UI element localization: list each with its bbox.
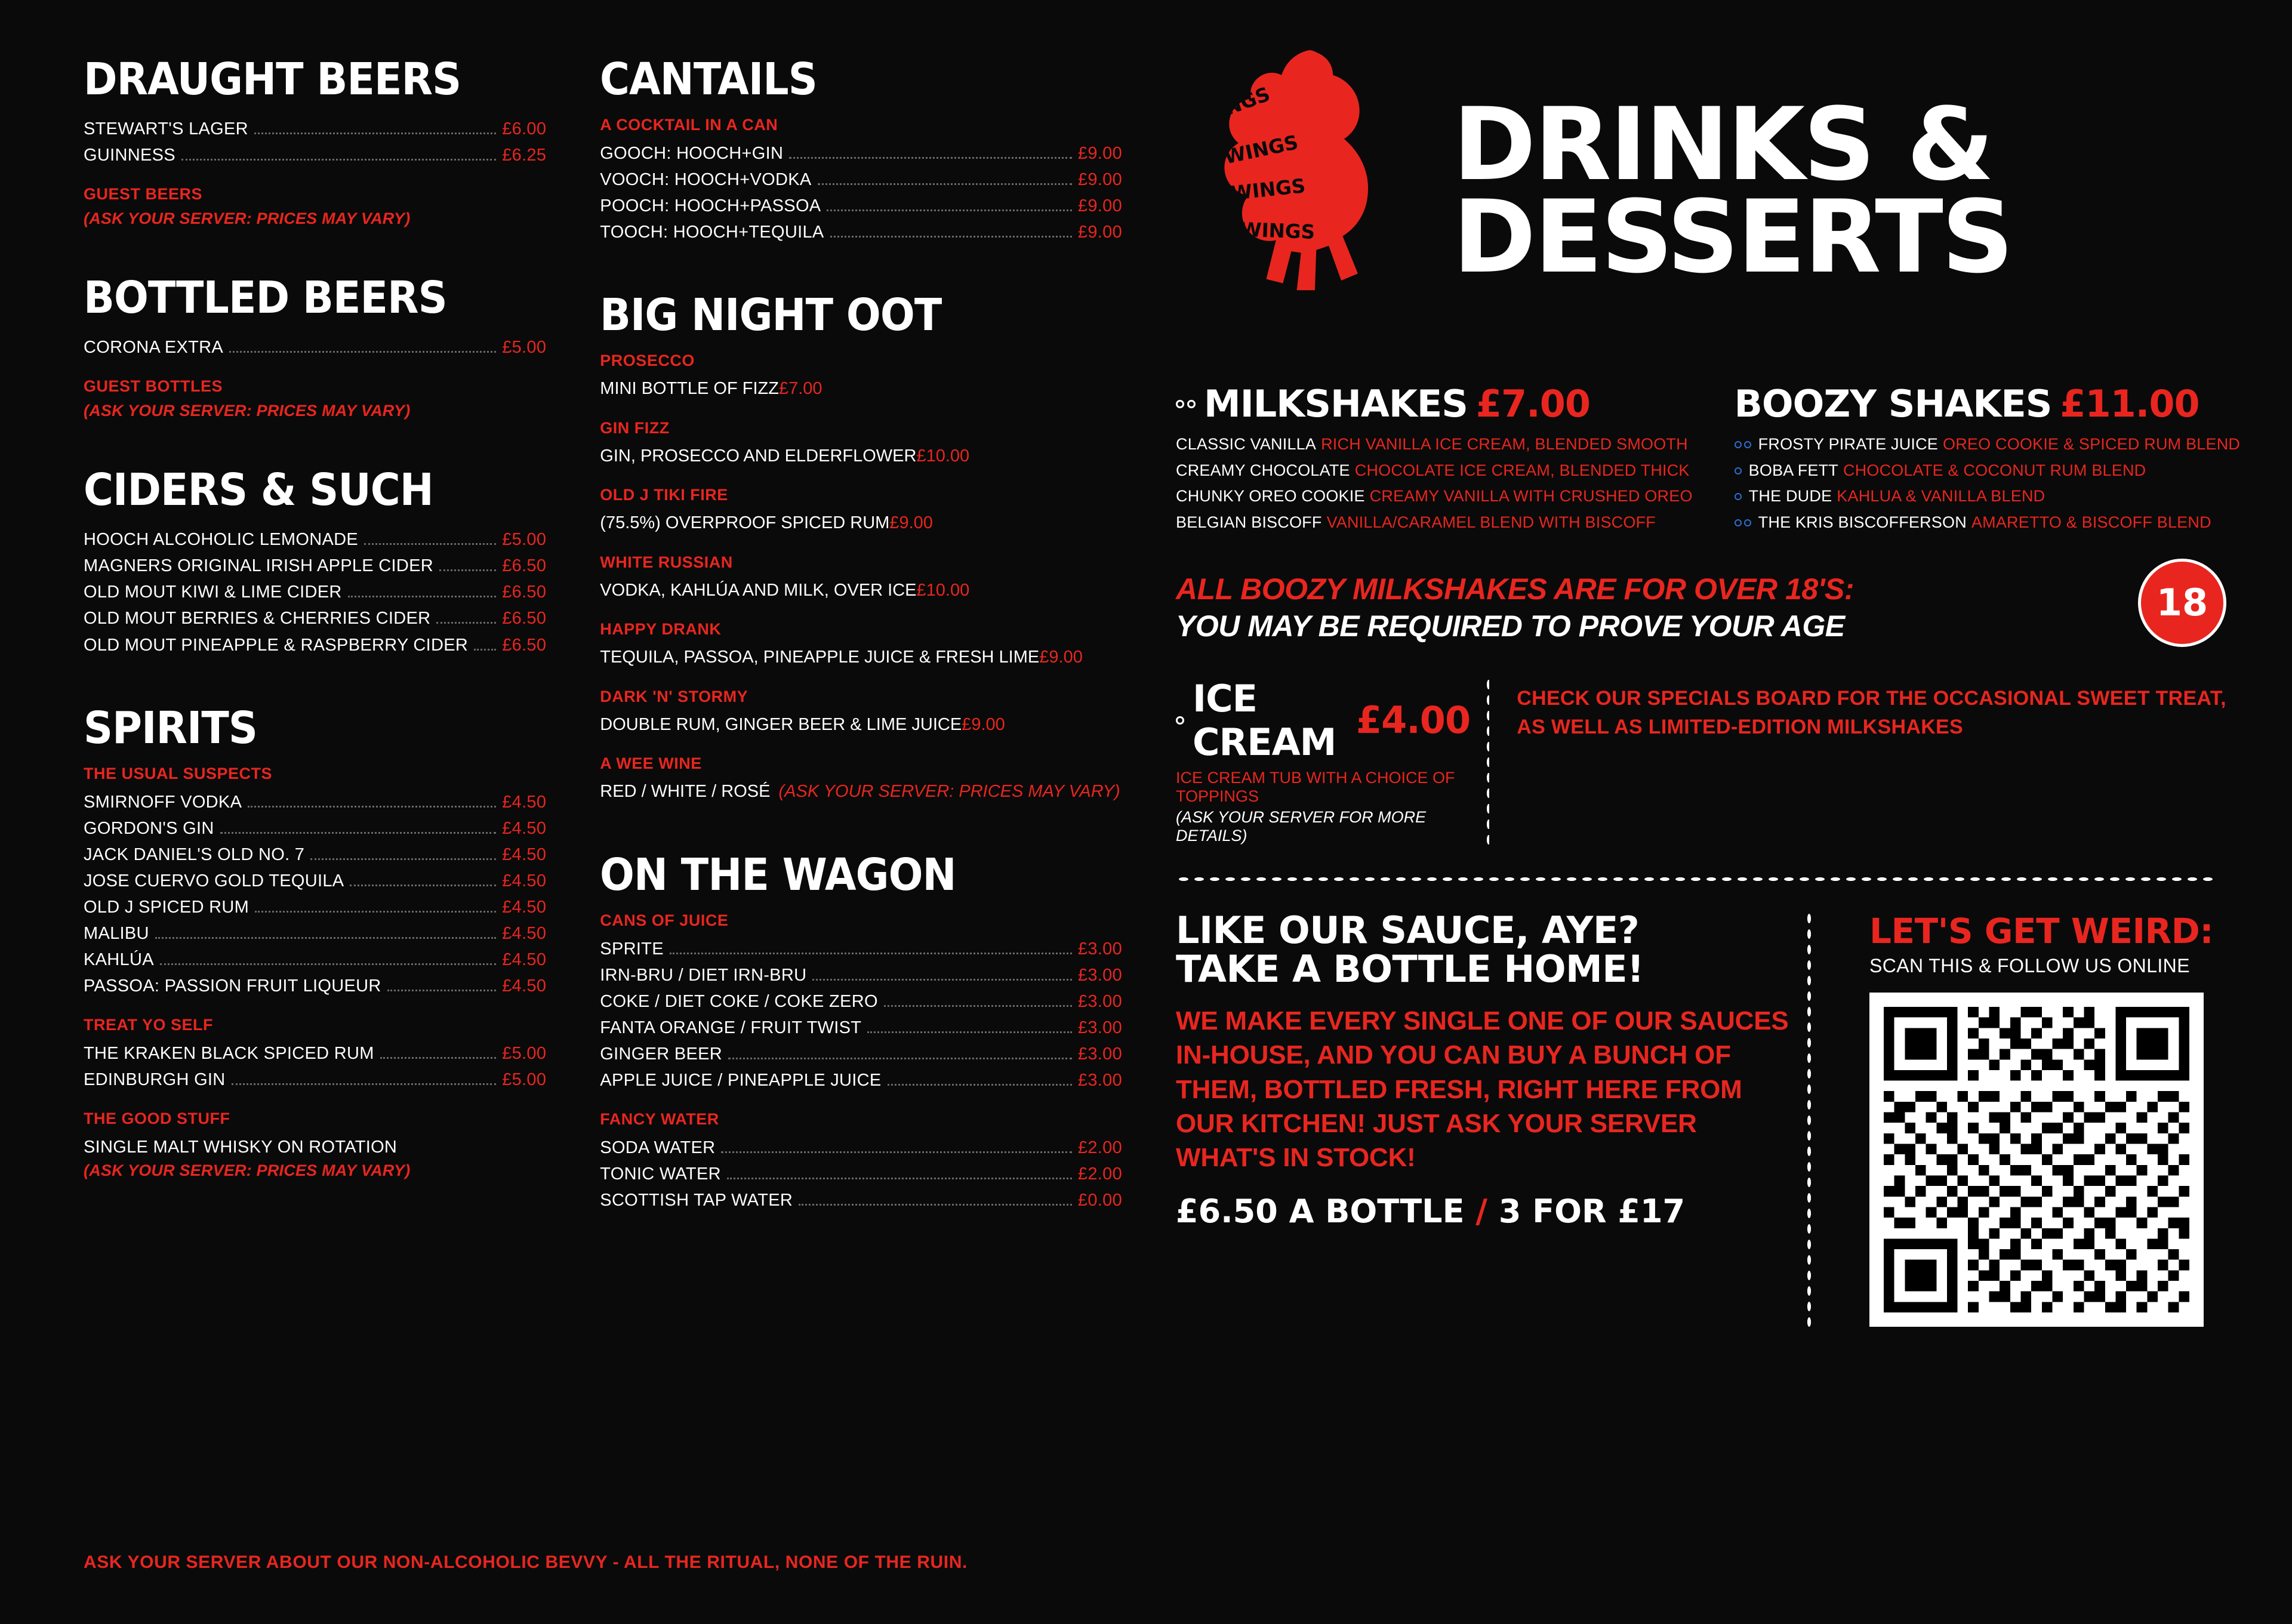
guest-beers-note: (ASK YOUR SERVER: PRICES MAY VARY)	[84, 209, 411, 228]
sauce-body: WE MAKE EVERY SINGLE ONE OF OUR SAUCES IN-HOUSE, AND YOU CAN BUY A BUNCH OF THEM, BOTTLED FRESH, RIGHT HERE FROM OUR KITCHEN! JUST ASK YOUR SERVER WHAT'S IN STOCK!	[1176, 1006, 1789, 1172]
list-item	[84, 947, 546, 973]
item-name: CORONA EXTRA	[84, 338, 224, 358]
item-name: KAHLÚA	[84, 950, 154, 970]
item-name: COKE / DIET COKE / COKE ZERO	[600, 991, 878, 1011]
leader-dots	[160, 963, 496, 965]
item-price: £9.00	[889, 513, 933, 533]
list-item	[84, 526, 546, 553]
icecream-heading	[1176, 677, 1470, 764]
leader-dots	[799, 1204, 1072, 1206]
list-item	[600, 167, 1122, 193]
item-name: THE DUDE	[1748, 487, 1832, 506]
item-price: £6.00	[502, 119, 547, 138]
subsection-usual-suspects: THE USUAL SUSPECTS	[84, 764, 273, 782]
qr-code[interactable]	[1869, 993, 2204, 1327]
list-item	[600, 936, 1122, 962]
list-item	[84, 973, 546, 999]
leader-dots	[364, 543, 496, 545]
item-price: £6.50	[502, 635, 547, 655]
guest-bottles-note: (ASK YOUR SERVER: PRICES MAY VARY)	[84, 402, 411, 420]
item-price: £6.25	[502, 146, 547, 165]
list-item	[600, 1041, 1122, 1067]
left-column-2	[600, 54, 1122, 1624]
leader-dots	[254, 132, 496, 134]
item-price: £2.00	[1077, 1164, 1122, 1184]
social-heading: LET'S GET WEIRD:	[1869, 910, 2214, 951]
sauce-heading-line-2: TAKE A BOTTLE HOME!	[1176, 947, 1644, 991]
list-item	[600, 645, 1122, 671]
item-price: £3.00	[1077, 965, 1122, 985]
item-price: £5.00	[502, 338, 547, 358]
leader-dots	[181, 159, 496, 161]
sauce-price-separator: /	[1475, 1192, 1488, 1231]
icecream-sub: ICE CREAM TUB WITH A CHOICE OF TOPPINGS	[1176, 768, 1455, 805]
item-desc: CHOCOLATE ICE CREAM, BLENDED THICK	[1354, 461, 1690, 479]
item-name: GINGER BEER	[600, 1044, 723, 1064]
list-item	[1176, 458, 1693, 484]
milkshakes-heading	[1176, 382, 1693, 426]
item-price: £6.50	[502, 609, 547, 628]
list-item	[84, 815, 546, 842]
item-price: £2.00	[1077, 1138, 1122, 1158]
subsection-fancy-water: FANCY WATER	[600, 1110, 719, 1129]
boozy-shakes-heading	[1735, 382, 2240, 426]
item-price: £6.50	[502, 556, 547, 576]
alcohol-strength-icon	[1735, 467, 1742, 474]
list-item	[1735, 432, 2240, 458]
leader-dots	[670, 953, 1072, 954]
list-item	[600, 578, 1122, 604]
item-name: OLD MOUT KIWI & LIME CIDER	[84, 583, 342, 602]
list-item	[84, 605, 546, 631]
social-block	[1840, 911, 2213, 1327]
leader-dots	[220, 832, 497, 834]
leader-dots	[255, 911, 496, 913]
list-item	[600, 779, 1122, 805]
item-price: £5.00	[502, 1070, 547, 1090]
list-item	[600, 1161, 1122, 1187]
spirits-usual-list	[84, 789, 546, 1000]
list-item	[600, 1067, 1122, 1093]
item-name: SMIRNOFF VODKA	[84, 792, 242, 812]
item-name: FROSTY PIRATE JUICE	[1758, 435, 1939, 453]
leader-dots	[310, 858, 496, 860]
leader-dots	[721, 1151, 1071, 1153]
leader-dots	[380, 1057, 497, 1059]
list-item	[600, 712, 1122, 738]
item-name: RED / WHITE / ROSÉ	[600, 782, 771, 802]
list-item	[84, 1134, 546, 1160]
list-item	[600, 1187, 1122, 1213]
social-sub: SCAN THIS & FOLLOW US ONLINE	[1869, 954, 2190, 976]
list-item	[1735, 483, 2240, 510]
item-name: THE KRAKEN BLACK SPICED RUM	[84, 1044, 374, 1064]
item-name: MALIBU	[84, 924, 149, 944]
bottled-beers-list	[84, 334, 546, 360]
item-name: THE KRIS BISCOFFERSON	[1758, 513, 1967, 532]
boozy-shakes-title: BOOZY SHAKES	[1734, 382, 2052, 426]
section-title-big-night-oot: BIG NIGHT OOT	[600, 289, 942, 341]
item-price: £4.50	[502, 792, 547, 812]
item-price: £4.50	[502, 976, 547, 996]
milkshakes-price: £7.00	[1475, 382, 1591, 426]
svg-text:WINGS: WINGS	[1230, 174, 1307, 205]
section-title-on-the-wagon: ON THE WAGON	[600, 849, 956, 901]
item-price: £5.00	[502, 530, 547, 550]
item-desc: KAHLUA & VANILLA BLEND	[1837, 487, 2045, 506]
list-item	[600, 510, 1122, 537]
page-title	[1453, 86, 2012, 295]
item-name: GUINNESS	[84, 146, 175, 165]
item-price: £4.50	[502, 818, 547, 838]
list-item	[1176, 483, 1693, 510]
item-name: CREAMY CHOCOLATE	[1176, 461, 1350, 479]
sauce-pricing	[1176, 1192, 1791, 1230]
list-item	[84, 142, 546, 168]
item-name: JACK DANIEL'S OLD NO. 7	[84, 845, 305, 864]
item-desc: VANILLA/CARAMEL BLEND WITH BISCOFF	[1326, 513, 1656, 532]
milkshakes-list	[1176, 432, 1693, 536]
sauce-heading-line-1: LIKE OUR SAUCE, AYE?	[1176, 908, 1640, 952]
leader-dots	[387, 990, 497, 991]
leader-dots	[232, 1083, 497, 1085]
leader-dots	[229, 351, 496, 353]
list-item	[600, 962, 1122, 988]
leader-dots	[812, 979, 1072, 981]
spirits-treat-list	[84, 1040, 546, 1093]
sauce-heading	[1176, 908, 1791, 991]
list-item	[84, 842, 546, 868]
milkshakes-column	[1176, 382, 1693, 536]
icecream-block	[1176, 677, 1470, 845]
subsection-prosecco: PROSECCO	[600, 352, 695, 370]
item-name: GORDON'S GIN	[84, 818, 214, 838]
non-alcoholic-banner: ASK YOUR SERVER ABOUT OUR NON-ALCOHOLIC BEVVY - ALL THE RITUAL, NONE OF THE RUIN.	[84, 1552, 968, 1572]
item-name: SPRITE	[600, 939, 664, 959]
list-item	[600, 1015, 1122, 1041]
item-price: £3.00	[1077, 1018, 1122, 1038]
item-price: £5.00	[502, 1044, 547, 1064]
item-desc: RICH VANILLA ICE CREAM, BLENDED SMOOTH	[1321, 435, 1688, 453]
item-name: EDINBURGH GIN	[84, 1070, 226, 1090]
list-item	[600, 443, 1122, 470]
leader-dots	[830, 236, 1072, 238]
milkshakes-title: MILKSHAKES	[1204, 382, 1468, 426]
leader-dots	[728, 1058, 1072, 1059]
subsection-good-stuff: THE GOOD STUFF	[84, 1110, 230, 1128]
left-column-1	[84, 54, 546, 1624]
boozy-shakes-price: £11.00	[2060, 382, 2199, 426]
fancy-water-list	[600, 1135, 1122, 1213]
list-item	[84, 579, 546, 605]
leader-dots	[350, 885, 496, 886]
section-title-draught-beers: DRAUGHT BEERS	[84, 54, 461, 105]
list-item	[84, 116, 546, 142]
icecream-dot-icon	[1176, 716, 1184, 725]
item-price: £4.50	[502, 897, 547, 917]
item-name: VOOCH: HOOCH+VODKA	[600, 170, 812, 190]
icecream-specials-row	[1158, 677, 2232, 845]
item-price: £4.50	[502, 871, 547, 890]
icecream-title: ICE CREAM	[1193, 676, 1336, 764]
list-item	[1176, 510, 1693, 536]
title-line-1: DRINKS &	[1453, 86, 1993, 204]
list-item	[600, 376, 1122, 402]
item-name: APPLE JUICE / PINEAPPLE JUICE	[600, 1071, 882, 1090]
item-price: £9.00	[1077, 144, 1122, 163]
section-title-cantails: CANTAILS	[600, 54, 818, 105]
item-desc: CREAMY VANILLA WITH CRUSHED OREO	[1369, 487, 1693, 506]
age-18-badge: 18	[2138, 559, 2226, 647]
subsection-dark-n-stormy: DARK 'N' STORMY	[600, 687, 748, 705]
item-name: TEQUILA, PASSOA, PINEAPPLE JUICE & FRESH LIME	[600, 648, 1040, 667]
vertical-divider-2	[1806, 911, 1812, 1327]
item-name: DOUBLE RUM, GINGER BEER & LIME JUICE	[600, 714, 962, 734]
leader-dots	[439, 569, 496, 571]
list-item	[84, 1067, 546, 1093]
list-item	[84, 632, 546, 658]
item-name: MAGNERS ORIGINAL IRISH APPLE CIDER	[84, 556, 434, 576]
item-name: SODA WATER	[600, 1138, 716, 1158]
item-name: GOOCH: HOOCH+GIN	[600, 144, 784, 163]
item-name: JOSE CUERVO GOLD TEQUILA	[84, 871, 344, 890]
list-item	[600, 988, 1122, 1015]
svg-text:WINGS: WINGS	[1240, 218, 1316, 244]
alcohol-strength-icon	[1735, 493, 1742, 500]
list-item	[84, 894, 546, 920]
sauce-block	[1176, 908, 1791, 1327]
subsection-white-russian: WHITE RUSSIAN	[600, 553, 733, 571]
list-item	[84, 789, 546, 815]
leader-dots	[436, 622, 496, 624]
bottom-row	[1158, 908, 2232, 1327]
svg-text:WINGS: WINGS	[1194, 82, 1273, 130]
draught-beers-list	[84, 116, 546, 168]
item-name: HOOCH ALCOHOLIC LEMONADE	[84, 530, 359, 550]
leader-dots	[474, 649, 496, 651]
item-desc: CHOCOLATE & COCONUT RUM BLEND	[1843, 461, 2146, 479]
rooster-logo-icon	[1158, 42, 1438, 340]
list-item	[600, 193, 1122, 219]
item-price: £9.00	[1039, 648, 1083, 667]
item-price: £10.00	[916, 446, 970, 466]
section-title-ciders: CIDERS & SUCH	[84, 464, 433, 516]
leader-dots	[789, 157, 1072, 159]
shakes-section	[1158, 382, 2241, 536]
good-stuff-note: (ASK YOUR SERVER: PRICES MAY VARY)	[84, 1161, 411, 1180]
milkshake-dots-icon	[1176, 400, 1196, 408]
leader-dots	[827, 209, 1071, 211]
item-price: £7.00	[778, 379, 822, 399]
left-panel	[0, 0, 1122, 1624]
item-name: SINGLE MALT WHISKY ON ROTATION	[84, 1138, 398, 1157]
alcohol-strength-icon	[1735, 441, 1751, 448]
leader-dots	[348, 596, 497, 597]
subsection-cans-of-juice: CANS OF JUICE	[600, 911, 729, 929]
list-item	[600, 140, 1122, 167]
sauce-price-bundle: 3 FOR £17	[1498, 1192, 1686, 1231]
item-name: CHUNKY OREO COOKIE	[1176, 487, 1365, 506]
item-name: CLASSIC VANILLA	[1176, 435, 1317, 453]
leader-dots	[888, 1084, 1072, 1086]
leader-dots	[867, 1031, 1072, 1033]
item-name: BOBA FETT	[1748, 461, 1838, 479]
item-price: £9.00	[1077, 223, 1122, 242]
list-item	[1735, 458, 2240, 484]
item-name: STEWART'S LAGER	[84, 119, 248, 138]
boozy-shakes-column	[1735, 382, 2240, 536]
right-panel	[1122, 0, 2292, 1624]
specials-board-text: CHECK OUR SPECIALS BOARD FOR THE OCCASIONAL SWEET TREAT, AS WELL AS LIMITED-EDITION MILKSHAKES	[1517, 686, 2226, 739]
item-price: £0.00	[1077, 1191, 1122, 1210]
sauce-price-single: £6.50 A BOTTLE	[1176, 1192, 1465, 1231]
leader-dots	[818, 183, 1072, 185]
item-name: BELGIAN BISCOFF	[1176, 513, 1322, 532]
ciders-list	[84, 526, 546, 658]
over18-notice	[1158, 572, 2232, 643]
subsection-gin-fizz: GIN FIZZ	[600, 418, 670, 437]
subsection-guest-beers: GUEST BEERS	[84, 185, 203, 204]
item-price: £10.00	[916, 580, 970, 600]
item-price: £9.00	[1077, 170, 1122, 190]
item-name: FANTA ORANGE / FRUIT TWIST	[600, 1018, 862, 1038]
list-item	[84, 868, 546, 894]
list-item	[84, 1040, 546, 1067]
item-desc: AMARETTO & BISCOFF BLEND	[1971, 513, 2211, 532]
item-price: £9.00	[962, 714, 1005, 734]
list-item	[84, 920, 546, 947]
item-price: £3.00	[1077, 1044, 1122, 1064]
wine-note: (ASK YOUR SERVER: PRICES MAY VARY)	[778, 782, 1120, 802]
item-price: £4.50	[502, 924, 547, 944]
icecream-note: (ASK YOUR SERVER FOR MORE DETAILS)	[1176, 808, 1427, 845]
item-name: TONIC WATER	[600, 1164, 721, 1184]
item-name: MINI BOTTLE OF FIZZ	[600, 379, 779, 399]
spirits-good-list	[84, 1134, 546, 1160]
item-price: £4.50	[502, 845, 547, 864]
alcohol-strength-icon	[1735, 519, 1751, 526]
section-title-bottled-beers: BOTTLED BEERS	[84, 272, 447, 324]
vertical-divider	[1486, 677, 1489, 845]
subsection-a-wee-wine: A WEE WINE	[600, 754, 702, 773]
leader-dots	[884, 1005, 1072, 1007]
over18-line-2: YOU MAY BE REQUIRED TO PROVE YOUR AGE	[1176, 609, 1845, 643]
item-price: £6.50	[502, 583, 547, 602]
item-name: IRN-BRU / DIET IRN-BRU	[600, 965, 807, 985]
item-name: SCOTTISH TAP WATER	[600, 1191, 793, 1210]
section-title-spirits: SPIRITS	[84, 702, 258, 754]
item-name: (75.5%) OVERPROOF SPICED RUM	[600, 513, 890, 533]
leader-dots	[248, 806, 496, 808]
subsection-happy-drank: HAPPY DRANK	[600, 620, 722, 639]
list-item	[84, 334, 546, 360]
list-item	[600, 1135, 1122, 1161]
item-price: £3.00	[1077, 991, 1122, 1011]
item-name: VODKA, KAHLÚA AND MILK, OVER ICE	[600, 580, 917, 600]
cantails-sublabel: A COCKTAIL IN A CAN	[600, 116, 778, 134]
item-name: TOOCH: HOOCH+TEQUILA	[600, 223, 824, 242]
item-name: OLD J SPICED RUM	[84, 897, 249, 917]
list-item	[600, 219, 1122, 245]
list-item	[84, 553, 546, 579]
cans-of-juice-list	[600, 936, 1122, 1093]
item-name: GIN, PROSECCO AND ELDERFLOWER	[600, 446, 917, 466]
qr-code-image[interactable]	[1884, 1007, 2189, 1312]
item-price: £3.00	[1077, 1071, 1122, 1090]
list-item	[1176, 432, 1693, 458]
list-item	[1735, 510, 2240, 536]
item-price: £3.00	[1077, 939, 1122, 959]
item-name: OLD MOUT BERRIES & CHERRIES CIDER	[84, 609, 431, 628]
svg-text:WINGS: WINGS	[1222, 131, 1301, 169]
header-logo-row	[1158, 42, 2232, 340]
subsection-old-j-tiki-fire: OLD J TIKI FIRE	[600, 486, 728, 504]
over18-line-1: ALL BOOZY MILKSHAKES ARE FOR OVER 18'S:	[1176, 572, 1854, 606]
item-price: £4.50	[502, 950, 547, 970]
leader-dots	[155, 937, 496, 939]
horizontal-divider	[1176, 876, 2214, 882]
leader-dots	[727, 1178, 1072, 1179]
cantails-list	[600, 140, 1122, 245]
boozy-shakes-list	[1735, 432, 2240, 536]
item-name: POOCH: HOOCH+PASSOA	[600, 196, 821, 216]
subsection-guest-bottles: GUEST BOTTLES	[84, 377, 223, 396]
subsection-treat-yo-self: TREAT YO SELF	[84, 1016, 214, 1034]
title-line-2: DESSERTS	[1453, 178, 2012, 295]
item-desc: OREO COOKIE & SPICED RUM BLEND	[1943, 435, 2241, 453]
item-name: PASSOA: PASSION FRUIT LIQUEUR	[84, 976, 381, 996]
item-price: £9.00	[1077, 196, 1122, 216]
icecream-price: £4.00	[1356, 698, 1471, 742]
item-name: OLD MOUT PINEAPPLE & RASPBERRY CIDER	[84, 635, 469, 655]
